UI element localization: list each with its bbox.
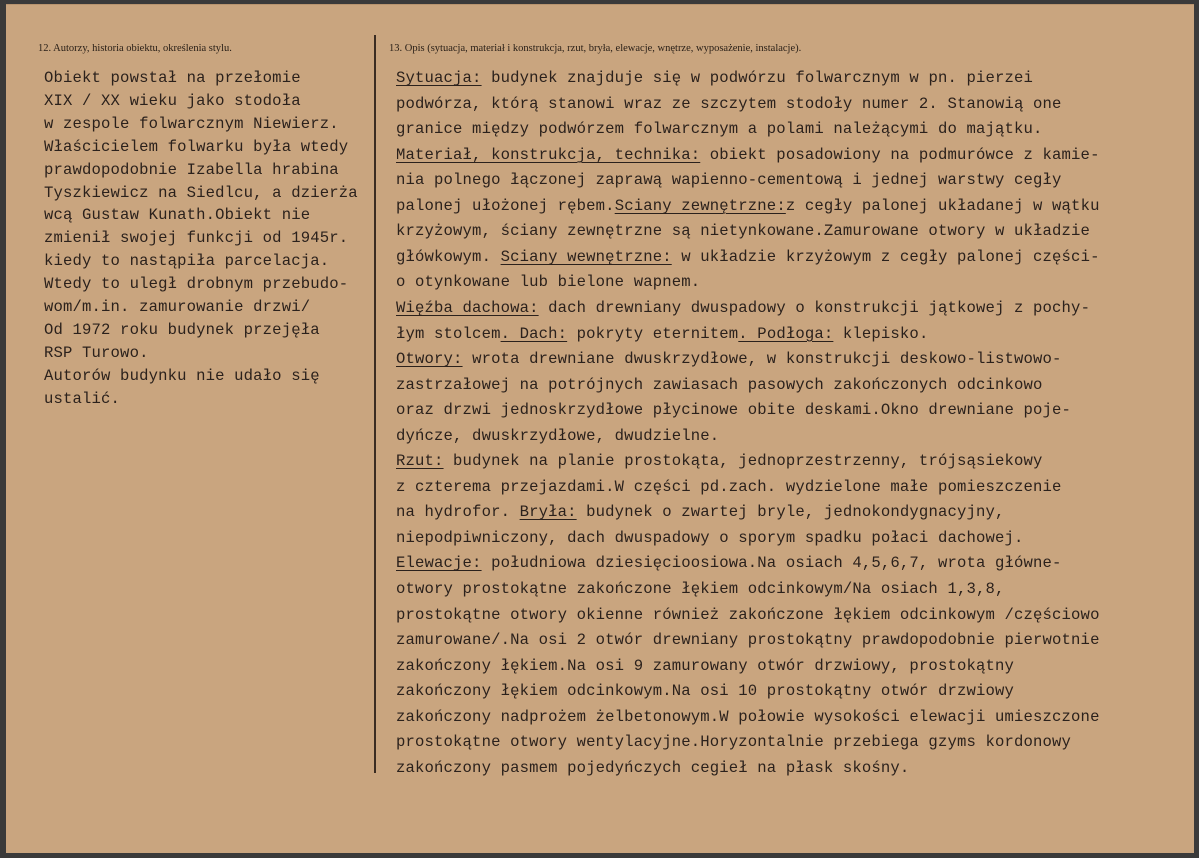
text-segment: łym stolcem [396, 324, 501, 343]
history-line: XIX / XX wieku jako stodoła [44, 91, 301, 110]
text-segment: budynek o zwartej bryle, jednokondygnacyjny, [576, 503, 1005, 522]
history-line: wcą Gustaw Kunath.Obiekt nie [44, 206, 311, 225]
history-line: Tyszkiewicz na Siedlcu, a dzierża [44, 183, 358, 202]
text-segment: dyńcze, dwuskrzydłowe, dwudzielne. [396, 426, 720, 445]
description-line [396, 171, 1062, 189]
description-line [396, 529, 1024, 547]
text-segment: granice między podwórzem folwarcznym a polami należącymi do majątku. [396, 120, 1043, 139]
description-line [396, 682, 1014, 700]
description-line [396, 146, 1100, 164]
underlined-heading: Więźba dachowa: [396, 298, 539, 317]
description-line [396, 222, 1090, 240]
history-line: zmienił swojej funkcji od 1945r. [44, 229, 349, 248]
underlined-heading: Otwory: [396, 350, 463, 369]
history-line: kiedy to nastąpiła parcelacja. [44, 252, 330, 271]
text-segment: z czterema przejazdami.W części pd.zach. wydzielone małe pomieszczenie [396, 477, 1062, 496]
underlined-heading: Bryła: [519, 503, 577, 522]
description-line [396, 606, 1100, 624]
description-line [396, 69, 1033, 87]
description-line [396, 733, 1071, 751]
text-segment: nia polnego łączonej zaprawą wapienno-cementową i jednej warstwy cegły [396, 171, 1062, 190]
description-line [396, 350, 1062, 368]
description-line [396, 554, 1062, 572]
text-segment: w układzie krzyżowym z cegły palonej części- [671, 247, 1100, 266]
underlined-heading: . Podłoga: [738, 324, 834, 343]
text-segment: obiekt posadowiony na podmurówce z kamie- [700, 145, 1100, 164]
description-line [396, 120, 1043, 138]
text-segment: krzyżowym, ściany zewnętrzne są nietynkowane.Zamurowane otwory w układzie [396, 222, 1091, 241]
description-line [396, 248, 1100, 266]
description-line [396, 325, 928, 343]
column-divider [374, 35, 376, 773]
description-line [396, 759, 909, 777]
underlined-heading: Sciany wewnętrzne: [500, 247, 672, 266]
description-line [396, 376, 1043, 394]
description-line [396, 95, 1062, 113]
text-segment: podwórza, którą stanowi wraz ze szczytem stodoły numer 2. Stanowią one [396, 94, 1062, 113]
underlined-heading: Materiał, konstrukcja, technika: [396, 145, 701, 164]
underlined-heading: Rzut: [396, 452, 444, 471]
history-line: Od 1972 roku budynek przejęła [44, 320, 320, 339]
text-segment: południowa dziesięcioosiowa.Na osiach 4,5,6,7, wrota główne- [481, 554, 1062, 573]
text-segment: palonej ułożonej rębem. [396, 196, 615, 215]
section-13-header: 13. Opis (sytuacja, materiał i konstrukcja, rzut, bryła, elewacje, wnętrze, wyposażenie, instalacje). [389, 43, 802, 54]
text-segment: otwory prostokątne zakończone łękiem odcinkowym/Na osiach 1,3,8, [396, 580, 1005, 598]
text-segment: zakończony nadprożem żelbetonowym.W połowie wysokości elewacji umieszczone [396, 707, 1100, 726]
description-line [396, 427, 719, 445]
text-segment: zakończony łękiem odcinkowym.Na osi 10 prostokątny otwór drzwiowy [396, 682, 1015, 701]
text-segment: pokryty eternitem [567, 324, 739, 343]
history-line: Obiekt powstał na przełomie [44, 69, 301, 87]
description-line [396, 631, 1100, 649]
text-segment: prostokątne otwory wentylacyjne.Horyzontalnie przebiega gzyms kordonowy [396, 733, 1072, 752]
text-segment: zakończony łękiem.Na osi 9 zamurowany otwór drzwiowy, prostokątny [396, 656, 1015, 675]
section-12-header: 12. Autorzy, historia obiektu, określenia stylu. [38, 43, 232, 54]
text-segment: zamurowane/.Na osi 2 otwór drewniany prostokątny prawdopodobnie pierwotnie [396, 631, 1100, 650]
text-segment: oraz drzwi jednoskrzydłowe płycinowe obite deskami.Okno drewniane poje- [396, 401, 1072, 420]
description-line [396, 452, 1043, 470]
text-segment: główkowym. [396, 247, 501, 266]
history-line: RSP Turowo. [44, 343, 149, 362]
history-line: Wtedy to uległ drobnym przebudo- [44, 275, 349, 294]
underlined-heading: Sciany zewnętrzne: [614, 196, 786, 215]
description-line [396, 197, 1100, 215]
history-line: ustalić. [44, 389, 121, 408]
description-line [396, 708, 1100, 726]
underlined-heading: . Dach: [500, 324, 568, 343]
history-line: wom/m.in. zamurowanie drzwi/ [44, 298, 311, 316]
text-segment: klepisko. [833, 324, 929, 343]
text-segment: o otynkowane lub bielone wapnem. [396, 273, 701, 292]
description-line [396, 273, 700, 291]
history-line: Autorów budynku nie udało się [44, 366, 320, 385]
history-line: Właścicielem folwarku była wtedy [44, 137, 349, 156]
document-card [6, 4, 1194, 853]
text-segment: niepodpiwniczony, dach dwuspadowy o sporym spadku połaci dachowej. [396, 528, 1024, 547]
description-line [396, 657, 1014, 675]
text-segment: zakończony pasmem pojedyńczych cegieł na płask skośny. [396, 758, 910, 777]
description-line [396, 478, 1062, 496]
description-line [396, 299, 1090, 317]
text-segment: budynek znajduje się w podwórzu folwarcznym w pn. pierzei [481, 69, 1034, 87]
underlined-heading: Elewacje: [396, 554, 482, 573]
underlined-heading: Sytuacja: [396, 69, 482, 87]
description-line [396, 503, 1005, 521]
text-segment: budynek na planie prostokąta, jednoprzestrzenny, trójsąsiekowy [443, 452, 1043, 471]
text-segment: prostokątne otwory okienne również zakończone łękiem odcinkowym /częściowo [396, 605, 1100, 624]
text-segment: z cegły palonej układanej w wątku [785, 196, 1100, 215]
history-line: w zespole folwarcznym Niewierz. [44, 114, 339, 133]
text-segment: dach drewniany dwuspadowy o konstrukcji jątkowej z pochy- [538, 298, 1091, 317]
text-segment: zastrzałowej na potrójnych zawiasach pasowych zakończonych odcinkowo [396, 375, 1043, 394]
history-line: prawdopodobnie Izabella hrabina [44, 160, 339, 179]
text-segment: na hydrofor. [396, 503, 520, 522]
description-line [396, 401, 1071, 419]
text-segment: wrota drewniane dwuskrzydłowe, w konstrukcji deskowo-listwowo- [462, 350, 1062, 369]
description-line [396, 580, 1005, 598]
